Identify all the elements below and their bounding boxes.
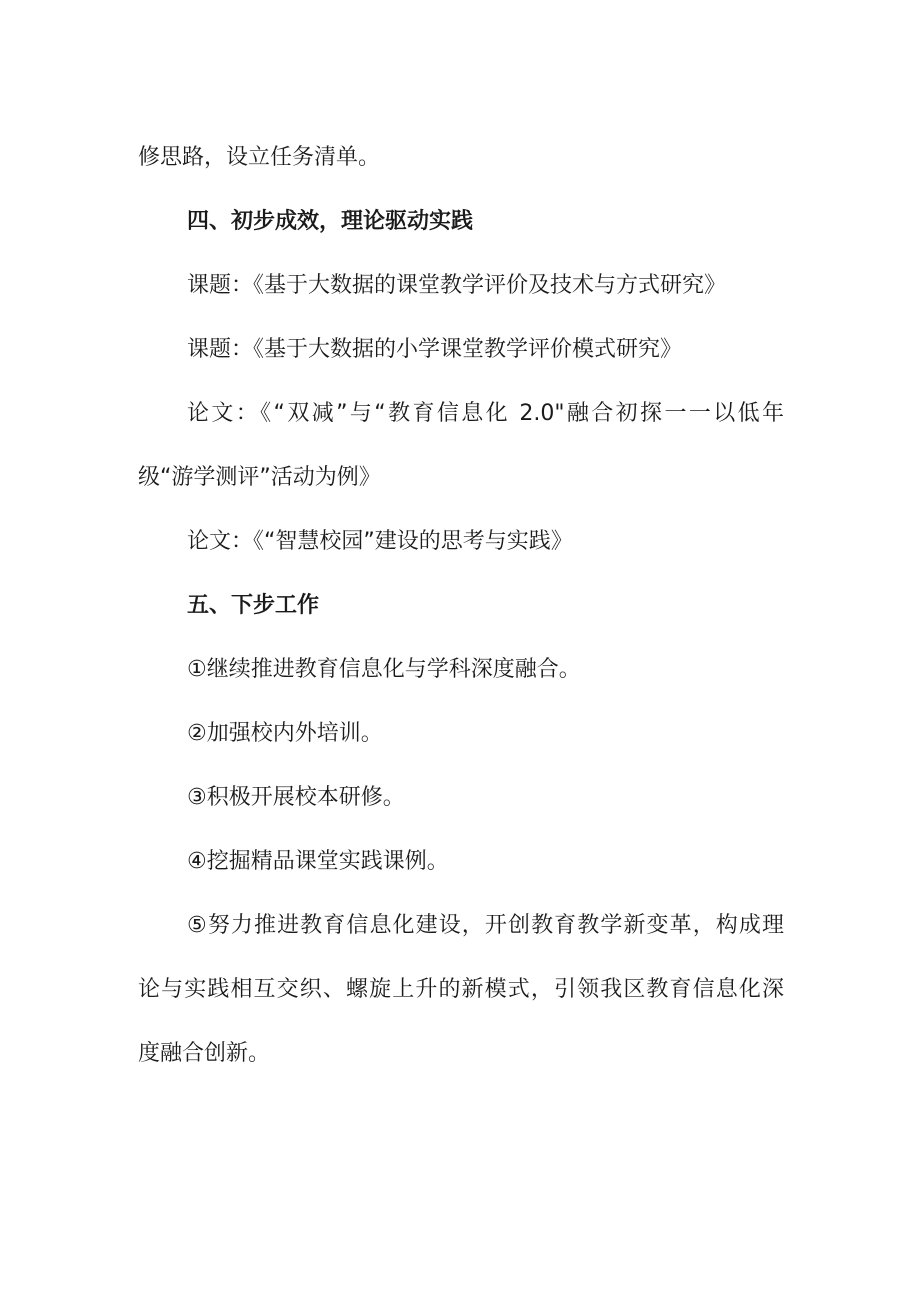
paper-item-1-line-2: 级“游学测评”活动为例》 — [138, 465, 381, 490]
paper-item-1-line-1: 论文：《“双减”与“教育信息化 2.0"融合初探一一以低年 — [187, 401, 784, 426]
task-item-5-line-1: ⑤努力推进教育信息化建设，开创教育教学新变革，构成理 — [187, 913, 784, 938]
project-item-2: 课题：《基于大数据的小学课堂教学评价模式研究》 — [187, 337, 683, 362]
task-item-1: ①继续推进教育信息化与学科深度融合。 — [187, 657, 581, 682]
task-item-5-line-3: 度融合创新。 — [138, 1041, 271, 1066]
paragraph-continuation: 修思路，设立任务清单。 — [138, 145, 381, 170]
task-item-3: ③积极开展校本研修。 — [187, 785, 405, 810]
section-heading-5: 五、下步工作 — [187, 593, 320, 618]
task-item-2: ②加强校内外培训。 — [187, 721, 383, 746]
task-item-5-line-2: 论与实践相互交织、螺旋上升的新模式，引领我区教育信息化深 — [138, 977, 784, 1002]
task-item-4: ④挖掘精品课堂实践课例。 — [187, 849, 449, 874]
project-item-1: 课题：《基于大数据的课堂教学评价及技术与方式研究》 — [187, 273, 727, 298]
paper-item-2: 论文：《“智慧校园”建设的思考与实践》 — [187, 529, 573, 554]
section-heading-4: 四、初步成效，理论驱动实践 — [187, 209, 474, 234]
